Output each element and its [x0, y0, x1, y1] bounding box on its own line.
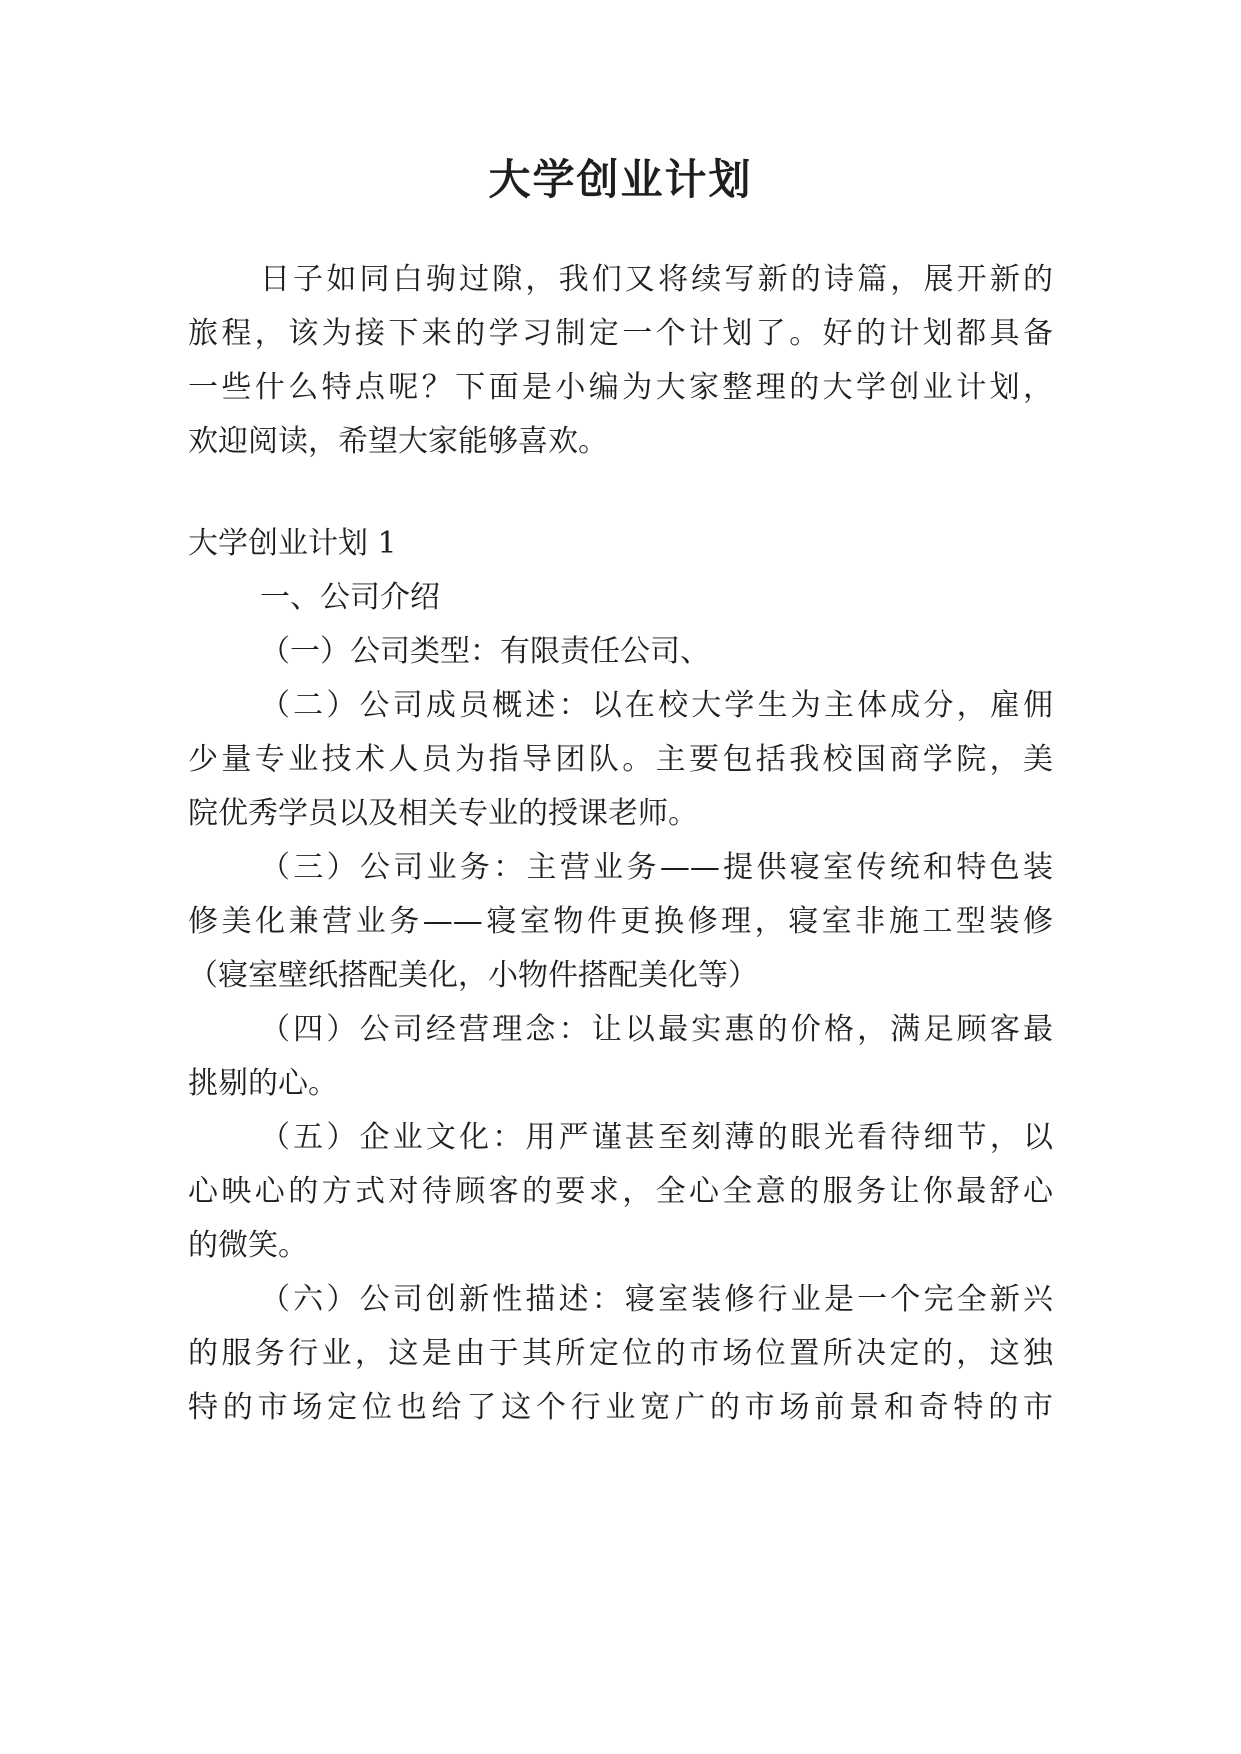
- subsection-heading: 一、公司介绍: [260, 580, 440, 615]
- paragraph-line: 修美化兼营业务——寝室物件更换修理，寝室非施工型装修: [188, 904, 1053, 939]
- intro-line-2: 旅程，该为接下来的学习制定一个计划了。好的计划都具备: [188, 316, 1053, 351]
- paragraph-line: （一）公司类型：有限责任公司、: [260, 634, 710, 669]
- paragraph-line: 特的市场定位也给了这个行业宽广的市场前景和奇特的市: [188, 1390, 1053, 1425]
- paragraph-line: 心映心的方式对待顾客的要求，全心全意的服务让你最舒心: [188, 1174, 1053, 1209]
- paragraph-line: （寝室壁纸搭配美化，小物件搭配美化等）: [188, 958, 758, 993]
- paragraph-line: （六）公司创新性描述：寝室装修行业是一个完全新兴: [260, 1282, 1053, 1317]
- paragraph-line: 挑剔的心。: [188, 1066, 338, 1101]
- section-heading: 大学创业计划 1: [188, 526, 397, 561]
- paragraph-line: （四）公司经营理念：让以最实惠的价格，满足顾客最: [260, 1012, 1053, 1047]
- intro-line-1: 日子如同白驹过隙，我们又将续写新的诗篇，展开新的: [260, 262, 1053, 297]
- paragraph-line: 院优秀学员以及相关专业的授课老师。: [188, 796, 698, 831]
- paragraph-line: 的服务行业，这是由于其所定位的市场位置所决定的，这独: [188, 1336, 1053, 1371]
- paragraph-line: （三）公司业务：主营业务——提供寝室传统和特色装: [260, 850, 1053, 885]
- paragraph-line: 的微笑。: [188, 1228, 308, 1263]
- document-title: 大学创业计划: [488, 155, 753, 204]
- intro-line-3: 一些什么特点呢？下面是小编为大家整理的大学创业计划，: [188, 370, 1053, 405]
- paragraph-line: 少量专业技术人员为指导团队。主要包括我校国商学院，美: [188, 742, 1053, 777]
- intro-line-4: 欢迎阅读，希望大家能够喜欢。: [188, 424, 608, 459]
- paragraph-line: （五）企业文化：用严谨甚至刻薄的眼光看待细节，以: [260, 1120, 1053, 1155]
- paragraph-line: （二）公司成员概述：以在校大学生为主体成分，雇佣: [260, 688, 1053, 723]
